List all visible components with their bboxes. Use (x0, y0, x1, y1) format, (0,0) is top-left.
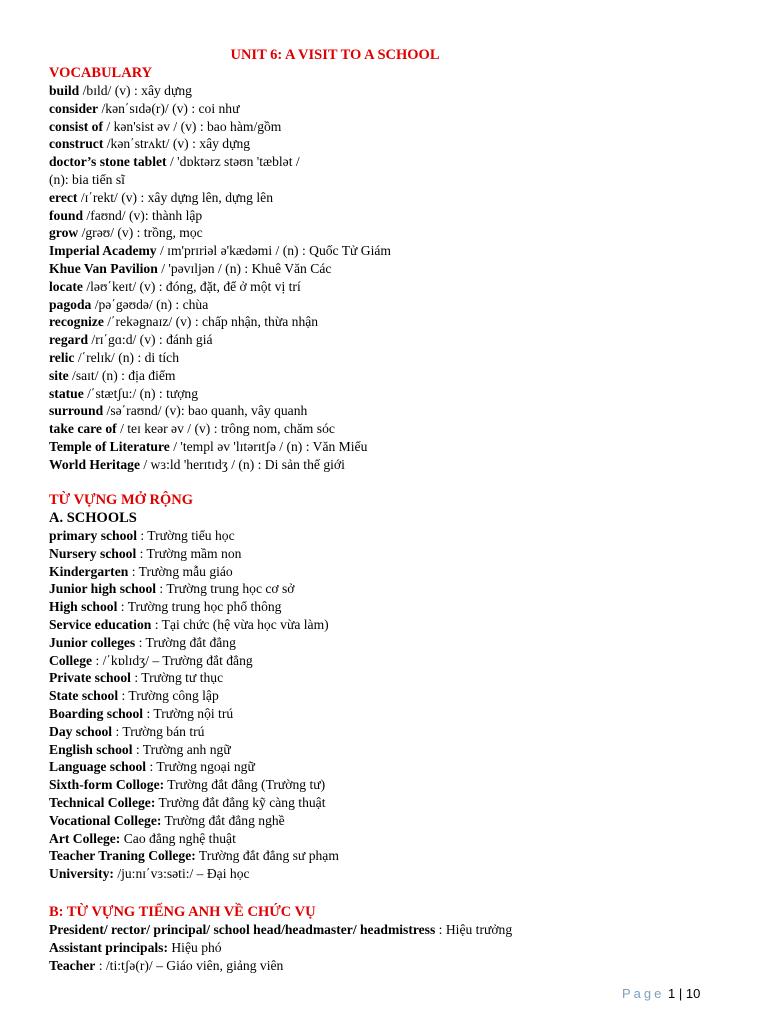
entry-definition: Trường đắt đẳng (Trường tư) (164, 777, 326, 793)
entry-definition: /grəʊ/ (v) : trồng, mọc (78, 225, 203, 241)
entry-line (49, 349, 391, 367)
entry-term: consist of (49, 118, 103, 134)
entry-definition: : Trường mẫu giáo (128, 563, 233, 579)
entry-line (49, 402, 391, 420)
entry-term: primary school (49, 528, 137, 543)
entry-definition: Hiệu phó (167, 939, 222, 955)
entry-term: World Heritage (49, 456, 140, 472)
extended-vocabulary-section (49, 491, 339, 883)
entry-term: take care of (49, 421, 117, 437)
entry-term: locate (49, 278, 83, 294)
entry-line (49, 100, 391, 118)
vocabulary-list (49, 82, 391, 474)
page-footer (622, 986, 700, 1001)
schools-subheading: A. SCHOOLS (49, 510, 137, 526)
roles-heading: B: TỪ VỰNG TIẾNG ANH VỀ CHỨC VỤ (49, 904, 316, 920)
entry-definition: : Trường công lập (118, 688, 219, 704)
entry-term: doctor’s stone tablet (49, 154, 167, 170)
extended-heading: TỪ VỰNG MỞ RỘNG (49, 492, 194, 508)
page-number: 1 (668, 986, 676, 1001)
entry-line (49, 331, 391, 349)
entry-definition: Trường đắt đẳng sư phạm (195, 848, 339, 864)
entry-definition: : Trường tư thục (130, 670, 224, 686)
entry-definition: /saɪt/ (n) : địa điểm (68, 367, 176, 383)
entry-term: Technical College: (49, 794, 156, 810)
entry-definition: /rɪ΄gɑ:d/ (v) : đánh giá (88, 332, 213, 348)
page-separator: | (678, 986, 683, 1001)
roles-section (49, 903, 512, 974)
entry-definition: / 'pəvɪljən / (n) : Khuê Văn Các (157, 260, 332, 276)
entry-definition: : Trường ngoại ngữ (146, 759, 255, 775)
entry-term: English school (49, 741, 133, 757)
entry-line (49, 420, 391, 438)
entry-definition: /kən΄sɪdə(r)/ (v) : coi như (98, 100, 240, 116)
entry-term: build (49, 83, 80, 98)
entry-line (49, 634, 339, 652)
entry-definition: /ju:nɪ΄vɜ:səti:/ – Đại học (113, 866, 250, 882)
entry-term: erect (49, 189, 78, 205)
entry-term: found (49, 207, 84, 223)
entry-line (49, 705, 339, 723)
entry-line (49, 545, 339, 563)
entry-line (49, 830, 339, 848)
entry-definition: (n): bia tiến sĩ (49, 171, 125, 187)
entry-definition: /΄rekəgnaɪz/ (v) : chấp nhận, thừa nhận (103, 314, 319, 330)
entry-term: Junior high school (49, 581, 157, 597)
entry-line (49, 385, 391, 403)
entry-definition: / 'dɒktərz stəʊn 'tæblət / (166, 154, 300, 170)
entry-term: surround (49, 403, 104, 419)
entry-line (49, 563, 339, 581)
entry-term: Language school (49, 759, 147, 775)
entry-definition: : Trường mầm non (136, 545, 242, 561)
entry-line (49, 723, 339, 741)
entry-definition: : Trường bán trú (112, 723, 205, 739)
entry-line (49, 580, 339, 598)
entry-definition: /sə΄raʊnd/ (v): bao quanh, vây quanh (103, 403, 308, 419)
entry-line (49, 367, 391, 385)
entry-line (49, 224, 391, 242)
entry-term: Boarding school (49, 705, 144, 721)
entry-line (49, 939, 512, 957)
entry-definition: /bɪld/ (v) : xây dựng (79, 83, 192, 98)
entry-term: Art College: (49, 830, 121, 846)
entry-term: Service education (49, 616, 152, 632)
entry-line (49, 313, 391, 331)
entry-line (49, 456, 391, 474)
entry-line (49, 296, 391, 314)
entry-line (49, 776, 339, 794)
entry-line (49, 687, 339, 705)
entry-definition: Cao đẳng nghệ thuật (120, 830, 236, 846)
entry-definition: Trường đắt đẳng nghề (161, 812, 285, 828)
entry-term: regard (49, 332, 89, 348)
entry-definition: / ɪm'prɪriəl ə'kædəmi / (n) : Quốc Tử Giám (156, 243, 391, 259)
entry-definition: : /ti:tʃə(r)/ – Giáo viên, giảng viên (95, 957, 284, 973)
entry-definition: / teɪ keər əv / (v) : trông nom, chăm sóc (116, 421, 335, 437)
document-title: UNIT 6: A VISIT TO A SCHOOL (230, 47, 440, 63)
entry-line (49, 741, 339, 759)
entry-definition: /ləʊ΄keɪt/ (v) : đóng, đặt, để ở một vị trí (82, 278, 301, 294)
entry-term: Temple of Literature (49, 438, 170, 454)
entry-definition: /΄relɪk/ (n) : di tích (74, 349, 179, 365)
entry-definition: : Trường tiểu học (136, 528, 235, 543)
page-label: Page (622, 986, 665, 1001)
entry-line (49, 242, 391, 260)
entry-term: President/ rector/ principal/ school head/headmaster/ headmistress (49, 922, 436, 937)
entry-line (49, 758, 339, 776)
entry-definition: : Trường anh ngữ (132, 741, 231, 757)
vocabulary-section (49, 64, 391, 474)
entry-line (49, 847, 339, 865)
entry-line (49, 669, 339, 687)
entry-definition: : Trường đắt đẳng (135, 634, 236, 650)
entry-definition: /kən΄strʌkt/ (v) : xây dựng (103, 136, 251, 152)
entry-line (49, 153, 391, 171)
vocabulary-heading: VOCABULARY (49, 65, 153, 81)
entry-term: State school (49, 688, 119, 704)
entry-line (49, 794, 339, 812)
entry-line (49, 135, 391, 153)
entry-line (49, 652, 339, 670)
entry-term: High school (49, 599, 118, 615)
entry-definition: : Trường trung học cơ sở (156, 581, 295, 597)
entry-line (49, 189, 391, 207)
entry-line (49, 82, 391, 100)
total-pages: 10 (685, 986, 701, 1001)
entry-line (49, 921, 512, 939)
entry-term: Private school (49, 670, 131, 686)
entry-definition: /faʊnd/ (v): thành lập (83, 207, 203, 223)
entry-definition: / kən'sist əv / (v) : bao hàm/gồm (103, 118, 282, 134)
entry-term: recognize (49, 314, 104, 330)
entry-line (49, 171, 391, 189)
entry-term: Kindergarten (49, 563, 129, 579)
entry-line (49, 598, 339, 616)
entry-line (49, 118, 391, 136)
entry-term: Khue Van Pavilion (49, 260, 158, 276)
entry-definition: Trường đắt đẳng kỹ càng thuật (155, 794, 326, 810)
entry-line (49, 207, 391, 225)
entry-term: College (49, 652, 93, 668)
entry-term: University: (49, 866, 114, 882)
entry-definition: /΄stætʃu:/ (n) : tượng (83, 385, 198, 401)
entry-term: site (49, 367, 69, 383)
entry-term: grow (49, 225, 79, 241)
entry-definition: : Trường nội trú (143, 705, 234, 721)
entry-line (49, 616, 339, 634)
roles-list (49, 921, 512, 974)
entry-line (49, 278, 391, 296)
entry-definition: : Trường trung học phổ thông (117, 599, 282, 615)
entry-term: Sixth-form Colloge: (49, 777, 165, 793)
entry-term: Teacher (49, 957, 96, 973)
entry-definition: : /΄kɒlɪdʒ/ – Trường đắt đẳng (92, 652, 253, 668)
entry-term: consider (49, 100, 99, 116)
entry-line (49, 812, 339, 830)
entry-definition: / 'templ əv 'lɪtərɪtʃə / (n) : Văn Miếu (169, 438, 368, 454)
entry-line (49, 527, 339, 545)
entry-term: statue (49, 385, 84, 401)
entry-line (49, 438, 391, 456)
entry-definition: /ɪ΄rekt/ (v) : xây dựng lên, dựng lên (77, 189, 273, 205)
schools-list (49, 527, 339, 883)
entry-term: Junior colleges (49, 634, 136, 650)
entry-term: Day school (49, 723, 113, 739)
entry-line (49, 957, 512, 975)
entry-line (49, 865, 339, 883)
entry-term: Nursery school (49, 545, 137, 561)
entry-term: pagoda (49, 296, 92, 312)
entry-definition: /pə΄gəʊdə/ (n) : chùa (91, 296, 209, 312)
entry-definition: / wɜ:ld 'herɪtɪdʒ / (n) : Di sản thế giới (139, 456, 345, 472)
entry-term: relic (49, 349, 75, 365)
entry-line (49, 260, 391, 278)
entry-definition: : Tại chức (hệ vừa học vừa làm) (151, 616, 329, 632)
entry-term: Imperial Academy (49, 243, 157, 259)
entry-definition: : Hiệu trưởng (435, 922, 513, 937)
entry-term: Teacher Traning College: (49, 848, 196, 864)
entry-term: Assistant principals: (49, 939, 168, 955)
entry-term: construct (49, 136, 104, 152)
entry-term: Vocational College: (49, 812, 162, 828)
